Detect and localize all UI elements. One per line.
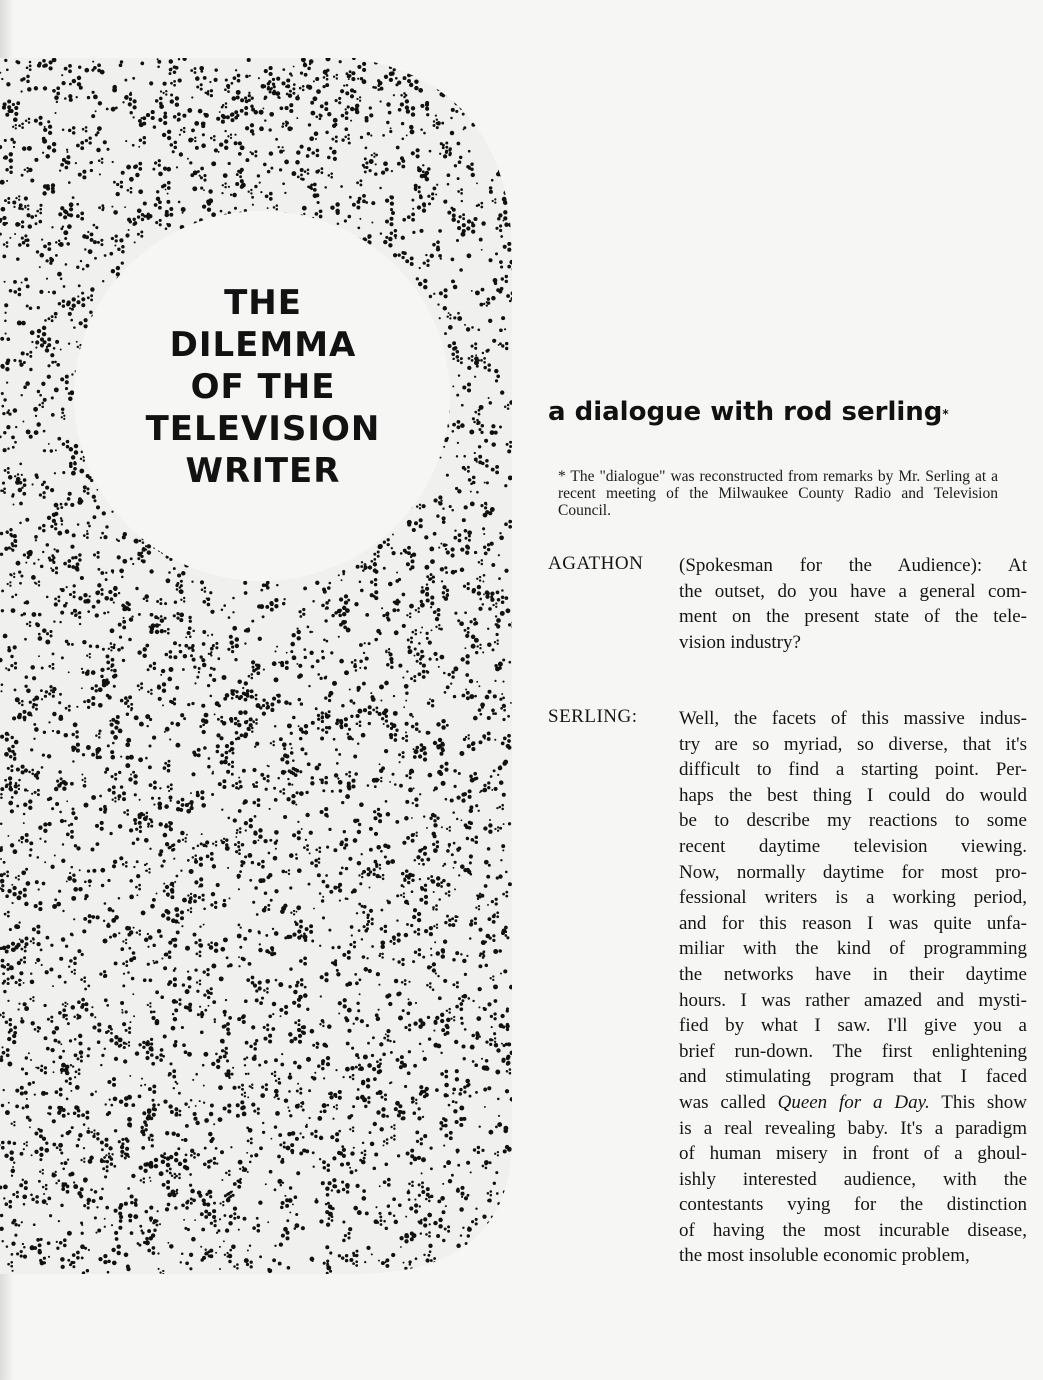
title-line: WRITER xyxy=(185,451,341,491)
speech-line: fied by what I saw. I'll give you a xyxy=(679,1015,1027,1037)
title-line: OF THE xyxy=(190,367,336,407)
speech-line: is a real revealing baby. It's a paradigm xyxy=(679,1117,1027,1139)
title-line: THE xyxy=(224,283,302,323)
speech-line: ishly interested audience, with the xyxy=(679,1168,1027,1190)
speech-line: the outset, do you have a general com- xyxy=(679,580,1027,602)
speech-line: the most insoluble economic problem, xyxy=(679,1245,970,1267)
speech-line: and stimulating program that I faced xyxy=(679,1066,1027,1088)
speech-line: contestants vying for the distinction xyxy=(679,1194,1027,1216)
speaker-label-agathon: AGATHON xyxy=(548,553,644,574)
title-line: DILEMMA xyxy=(169,325,357,365)
speech-line: be to describe my reactions to some xyxy=(679,810,1027,832)
speech-line: of having the most incurable disease, xyxy=(679,1219,1027,1241)
speech-line: haps the best thing I could do would xyxy=(679,784,1027,806)
speech-serling xyxy=(679,706,1027,1269)
speech-line: Well, the facets of this massive indus- xyxy=(679,708,1027,729)
article-subtitle xyxy=(548,392,1038,432)
footnote-marker: * xyxy=(942,407,949,421)
speech-line: recent daytime television viewing. xyxy=(679,835,1027,857)
speech-line: the networks have in their daytime xyxy=(679,963,1027,985)
speech-line: and for this reason I was quite unfa- xyxy=(679,912,1027,934)
speech-line: fessional writers is a working period, xyxy=(679,887,1027,909)
subtitle-text: a dialogue with rod serling xyxy=(548,397,943,427)
speckle-pattern-illustration xyxy=(0,58,512,1274)
speaker-label-serling: SERLING: xyxy=(548,706,638,727)
speech-line: difficult to find a starting point. Per- xyxy=(679,759,1027,781)
speech-line: vision industry? xyxy=(679,632,801,654)
show-title: Queen for a Day. xyxy=(777,1091,930,1113)
speech-line: hours. I was rather amazed and mysti- xyxy=(679,989,1027,1011)
speech-line: miliar with the kind of programming xyxy=(679,938,1027,960)
speech-line: try are so myriad, so diverse, that it's xyxy=(679,733,1027,755)
speech-line: of human misery in front of a ghoul- xyxy=(679,1143,1027,1165)
speech-line: was called Queen for a Day. This show xyxy=(679,1091,1027,1113)
speech-line: Now, normally daytime for most pro- xyxy=(679,861,1027,883)
article-title xyxy=(98,282,428,492)
speech-line: brief run-down. The first enlightening xyxy=(679,1040,1027,1062)
footnote: * The "dialogue" was reconstructed from remarks by Mr. Serling at a recent meeting of the Milwaukee County Radio and Television Council. xyxy=(558,468,998,519)
speech-agathon xyxy=(679,553,1027,656)
title-line: TELEVISION xyxy=(145,409,381,449)
speech-line: ment on the present state of the tele- xyxy=(679,606,1027,628)
speech-line: (Spokesman for the Audience): At xyxy=(679,555,1027,576)
